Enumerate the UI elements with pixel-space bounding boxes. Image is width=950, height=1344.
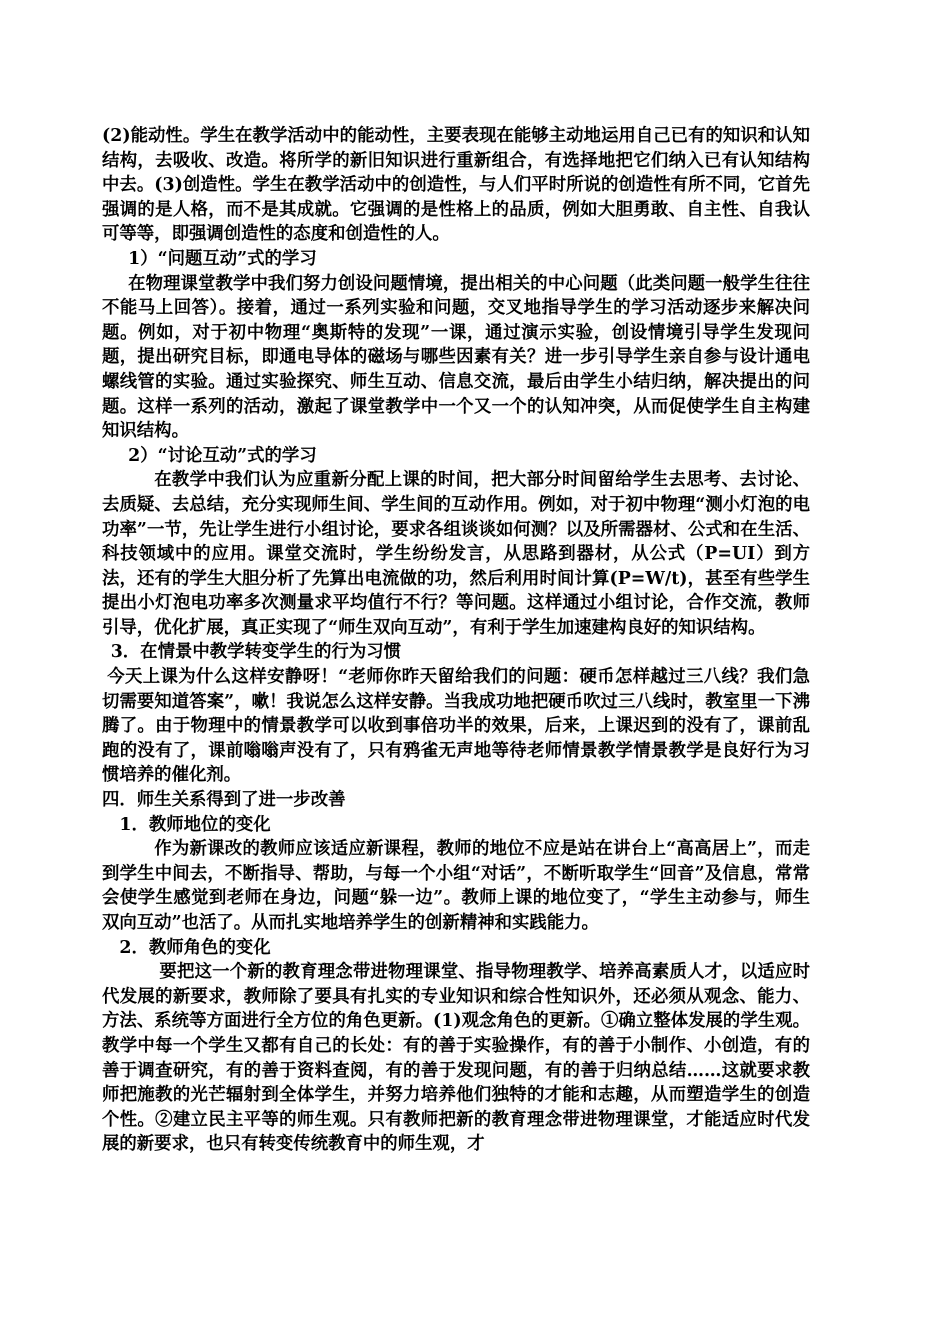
paragraph-situational-teaching: 今天上课为什么这样安静呀！“老师你昨天留给我们的问题：硬币怎样越过三八线？我们急切需要知道答案”，嗽！我说怎么这样安静。当我成功地把硬币吹过三八线时，教室里一下沸腾了。由于物理中的情景教学可以收到事倍功半的效果，后来，上课迟到的没有了，课前乱跑的没有了，课前嗡嗡声没有了，只有鸦雀无声地等待老师情景教学情景教学是良好行为习惯培养的催化剂。 [102,667,810,786]
paragraph-initiative-creativity: (2)能动性。学生在教学活动中的能动性，主要表现在能够主动地运用自己已有的知识和认知结构，去吸收、改造。将所学的新旧知识进行重新组合，有选择地把它们纳入已有认知结构中去。(3)创造性。学生在教学活动中的创造性，与人们平时所说的创造性有所不同，它首先强调的是人格，而不是其成就。它强调的是性格上的品质，例如大胆勇敢、自主性、自我认可等等，即强调创造性的态度和创造性的人。 [102,126,810,245]
paragraph-teacher-status: 作为新课改的教师应该适应新课程，教师的地位不应是站在讲台上“高高居上”，而走到学生中间去，不断指导、帮助，与每一个小组“对话”，不断听取学生“回音”及信息，常常会使学生感觉到老师在身边，问题“躲一边”。教师上课的地位变了，“学生主动参与，师生双向互动”也活了。从而扎实地培养学生的创新精神和实践能力。 [102,839,810,933]
document-page [102,124,810,1157]
paragraph-question-interaction: 在物理课堂教学中我们努力创设问题情境，提出相关的中心问题（此类问题一般学生往往不能马上回答）。接着，通过一系列实验和问题，交叉地指导学生的学习活动逐步来解决问题。例如，对于初中物理“奥斯特的发现”一课，通过演示实验，创设情境引导学生发现问题，提出研究目标，即通电导体的磁场与哪些因素有关？进一步引导学生亲自参与设计通电螺线管的实验。通过实验探究、师生互动、信息交流，最后由学生小结归纳，解决提出的问题。这样一系列的活动，激起了课堂教学中一个又一个的认知冲突，从而促使学生自主构建知识结构。 [102,273,810,442]
paragraph-teacher-role: 要把这一个新的教育理念带进物理课堂、指导物理教学、培养高素质人才，以适应时代发展的新要求，教师除了要具有扎实的专业知识和综合性知识外，还必须从观念、能力、方法、系统等方面进行全方位的角色更新。(1)观念角色的更新。①确立整体发展的学生观。教学中每一个学生又都有自己的长处：有的善于实验操作，有的善于小制作、小创造，有的善于调查研究，有的善于资料查阅，有的善于发现问题，有的善于归纳总结……这就要求教师把施教的光芒辐射到全体学生，并努力培养他们独特的才能和志趣，从而塑造学生的创造个性。②建立民主平等的师生观。只有教师把新的教育理念带进物理课堂，才能适应时代发展的新要求，也只有转变传统教育中的师生观，才 [102,962,810,1155]
paragraph-discussion-interaction: 在教学中我们认为应重新分配上课的时间，把大部分时间留给学生去思考、去讨论、去质疑、去总结，充分实现师生间、学生间的互动作用。例如，对于初中物理“测小灯泡的电功率”一节，先让学生进行小组讨论，要求各组谈谈如何测？以及所需器材、公式和在生活、科技领域中的应用。课堂交流时，学生纷纷发言，从思路到器材，从公式（P=UI）到方法，还有的学生大胆分析了先算出电流做的功，然后利用时间计算(P=W/t)，甚至有些学生提出小灯泡电功率多次测量求平均值行不行？等问题。这样通过小组讨论，合作交流，教师引导，优化扩展，真正实现了“师生双向互动”，有利于学生加速建构良好的知识结构。 [102,470,810,638]
heading-situational-teaching: 3．在情景中教学转变学生的行为习惯 [110,642,402,663]
heading-teacher-student-relationship: 四．师生关系得到了进一步改善 [102,790,346,811]
heading-teacher-role: 2．教师角色的变化 [119,937,271,958]
heading-question-interaction: 1）“问题互动”式的学习 [128,248,317,269]
heading-teacher-status: 1．教师地位的变化 [119,814,271,835]
heading-discussion-interaction: 2）“讨论互动”式的学习 [128,445,317,466]
